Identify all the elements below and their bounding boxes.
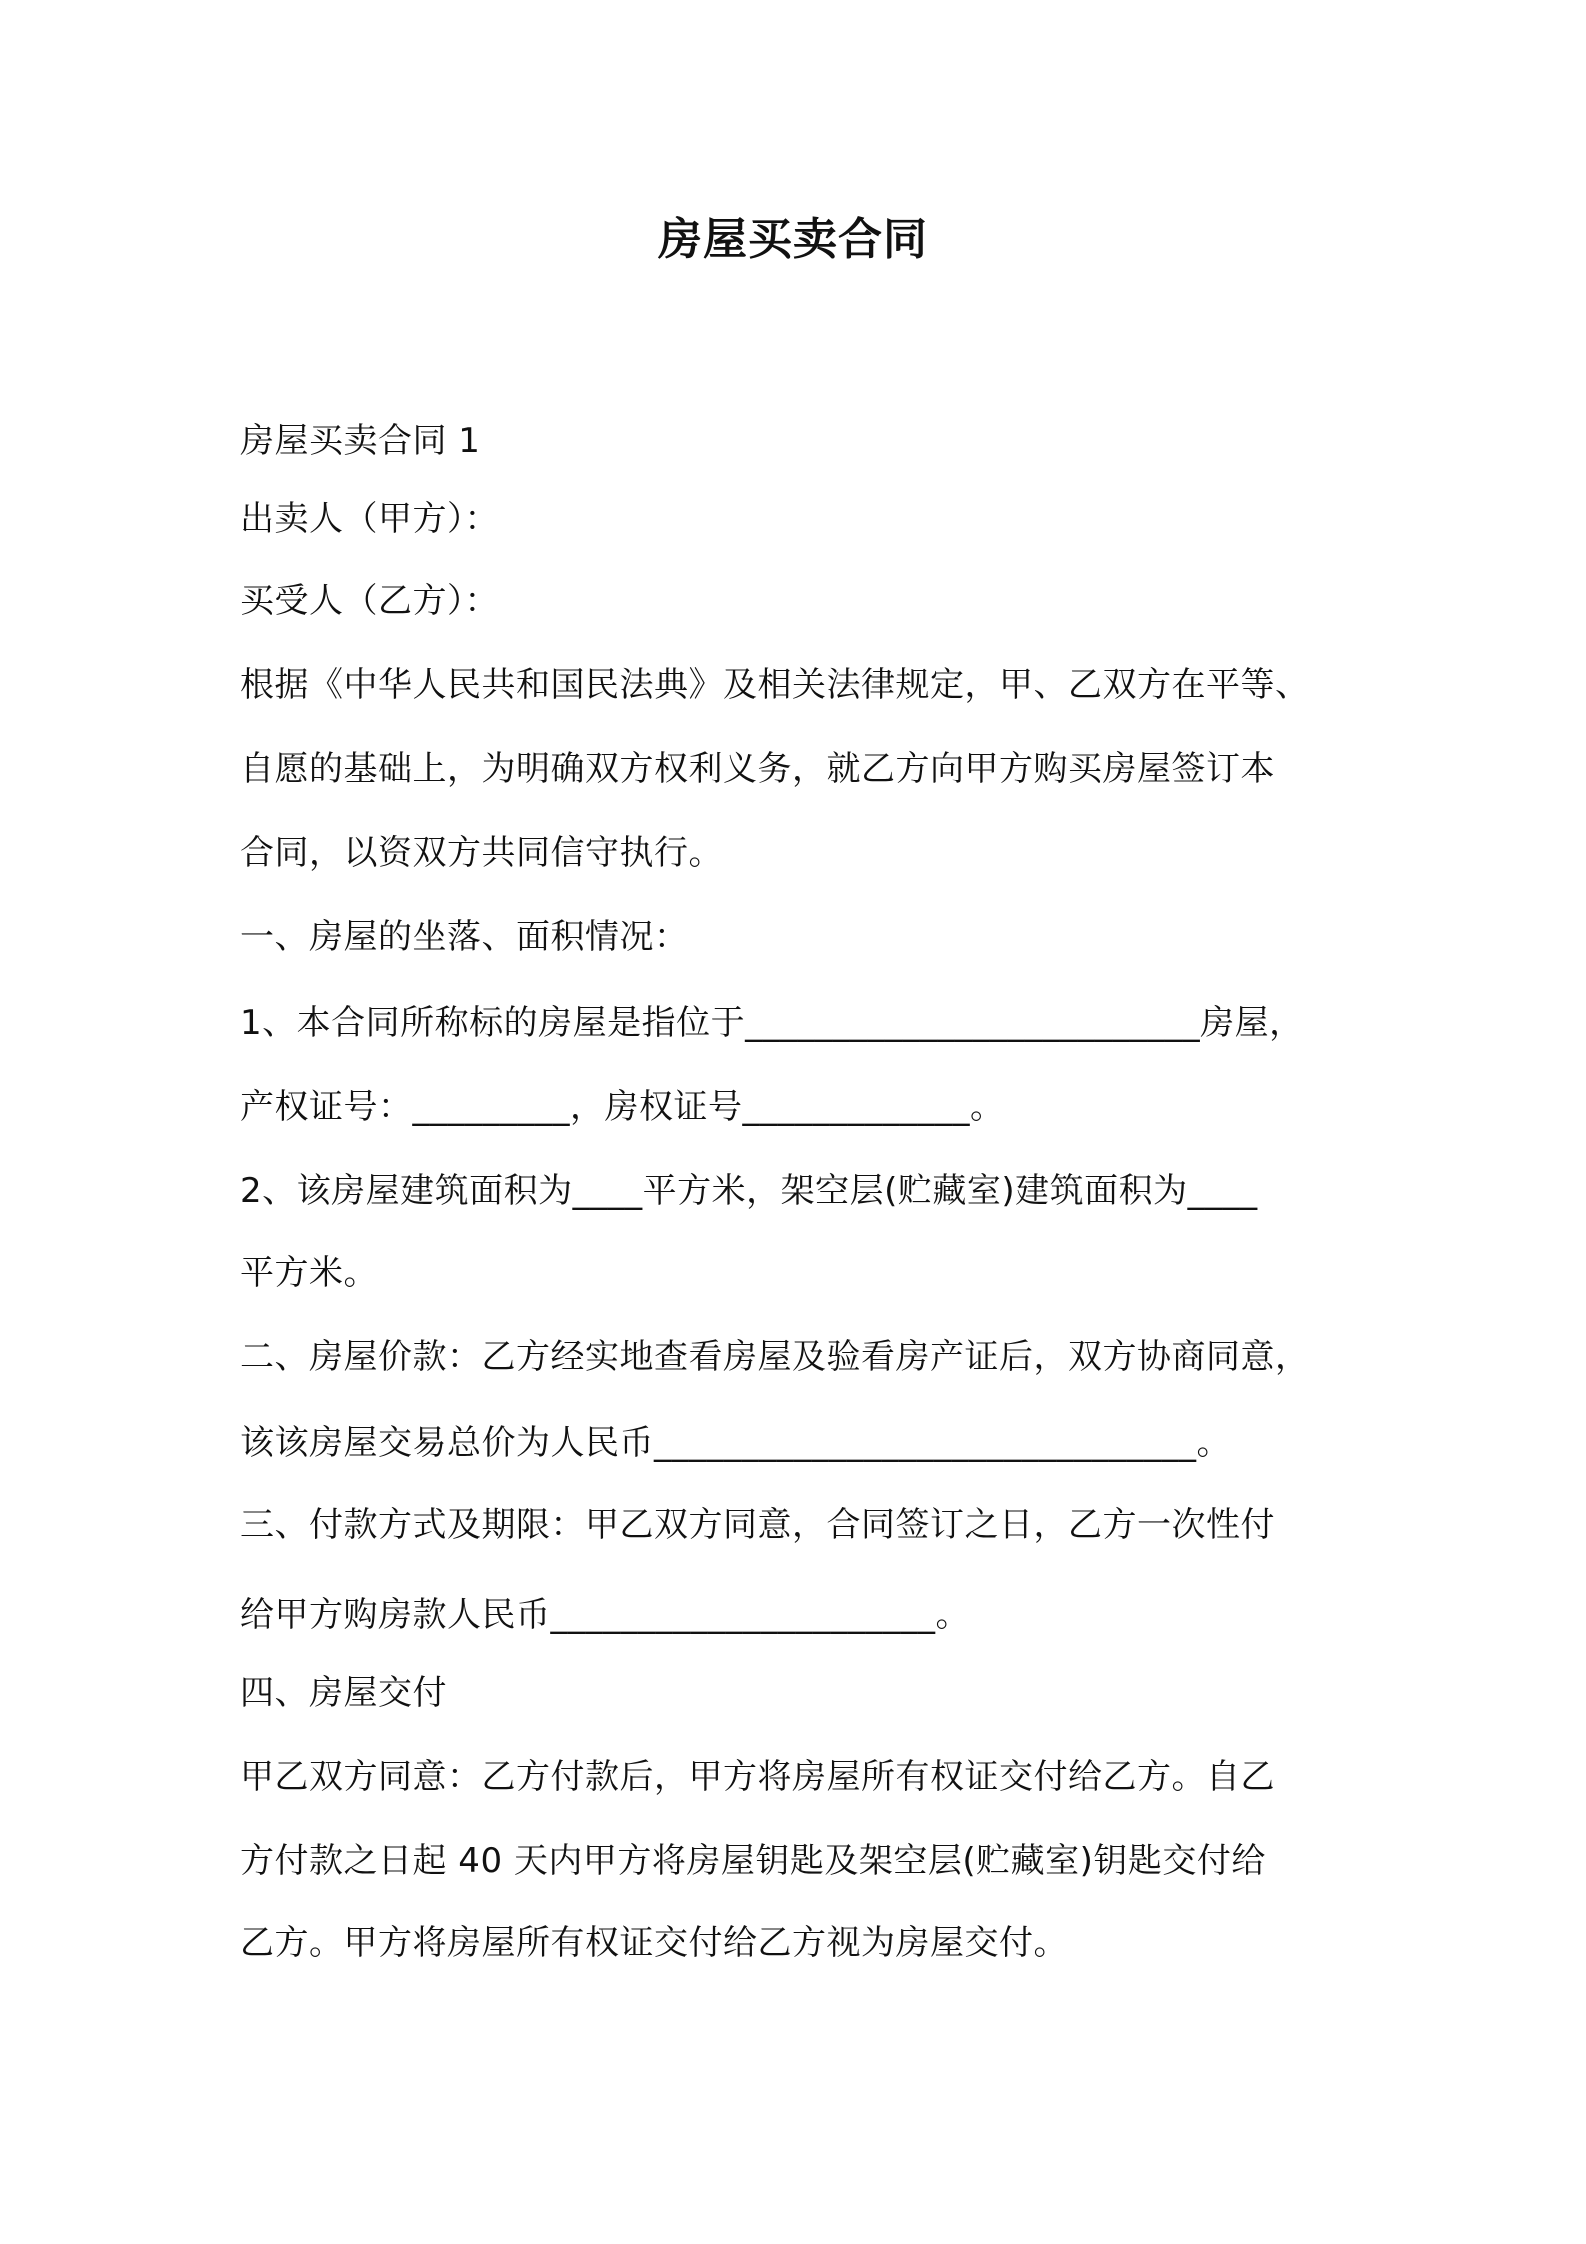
clause-1-1-line-1: 1、本合同所称标的房屋是指位于__________________________房屋， xyxy=(240,1003,1304,1043)
preamble-line-3: 合同，以资双方共同信守执行。 xyxy=(240,833,723,873)
section-3-line-2: 给甲方购房款人民币______________________。 xyxy=(240,1595,970,1635)
section-1-heading: 一、房屋的坐落、面积情况： xyxy=(240,917,689,957)
section-4-line-2: 方付款之日起 40 天内甲方将房屋钥匙及架空层(贮藏室)钥匙交付给 xyxy=(240,1841,1266,1881)
section-4-heading: 四、房屋交付 xyxy=(240,1673,447,1713)
section-4-line-3: 乙方。甲方将房屋所有权证交付给乙方视为房屋交付。 xyxy=(240,1923,1068,1963)
preamble-line-1: 根据《中华人民共和国民法典》及相关法律规定，甲、乙双方在平等、 xyxy=(240,665,1310,705)
section-3-line-1: 三、付款方式及期限：甲乙双方同意，合同签订之日，乙方一次性付 xyxy=(240,1505,1275,1545)
preamble-line-2: 自愿的基础上，为明确双方权利义务，就乙方向甲方购买房屋签订本 xyxy=(240,749,1275,789)
contract-subtitle: 房屋买卖合同 1 xyxy=(240,421,481,461)
clause-1-2-line-1: 2、该房屋建筑面积为____平方米，架空层(贮藏室)建筑面积为____ xyxy=(240,1171,1258,1211)
section-2-line-1: 二、房屋价款：乙方经实地查看房屋及验看房产证后，双方协商同意， xyxy=(240,1337,1310,1377)
section-4-line-1: 甲乙双方同意：乙方付款后，甲方将房屋所有权证交付给乙方。自乙 xyxy=(240,1757,1275,1797)
document-title: 房屋买卖合同 xyxy=(658,214,928,265)
clause-1-2-line-2: 平方米。 xyxy=(240,1253,378,1293)
seller-line: 出卖人（甲方）： xyxy=(240,499,499,539)
buyer-line: 买受人（乙方）： xyxy=(240,581,499,621)
clause-1-1-line-2: 产权证号：_________，房权证号_____________。 xyxy=(240,1087,1005,1127)
section-2-line-2: 该该房屋交易总价为人民币_______________________________。 xyxy=(240,1423,1231,1463)
